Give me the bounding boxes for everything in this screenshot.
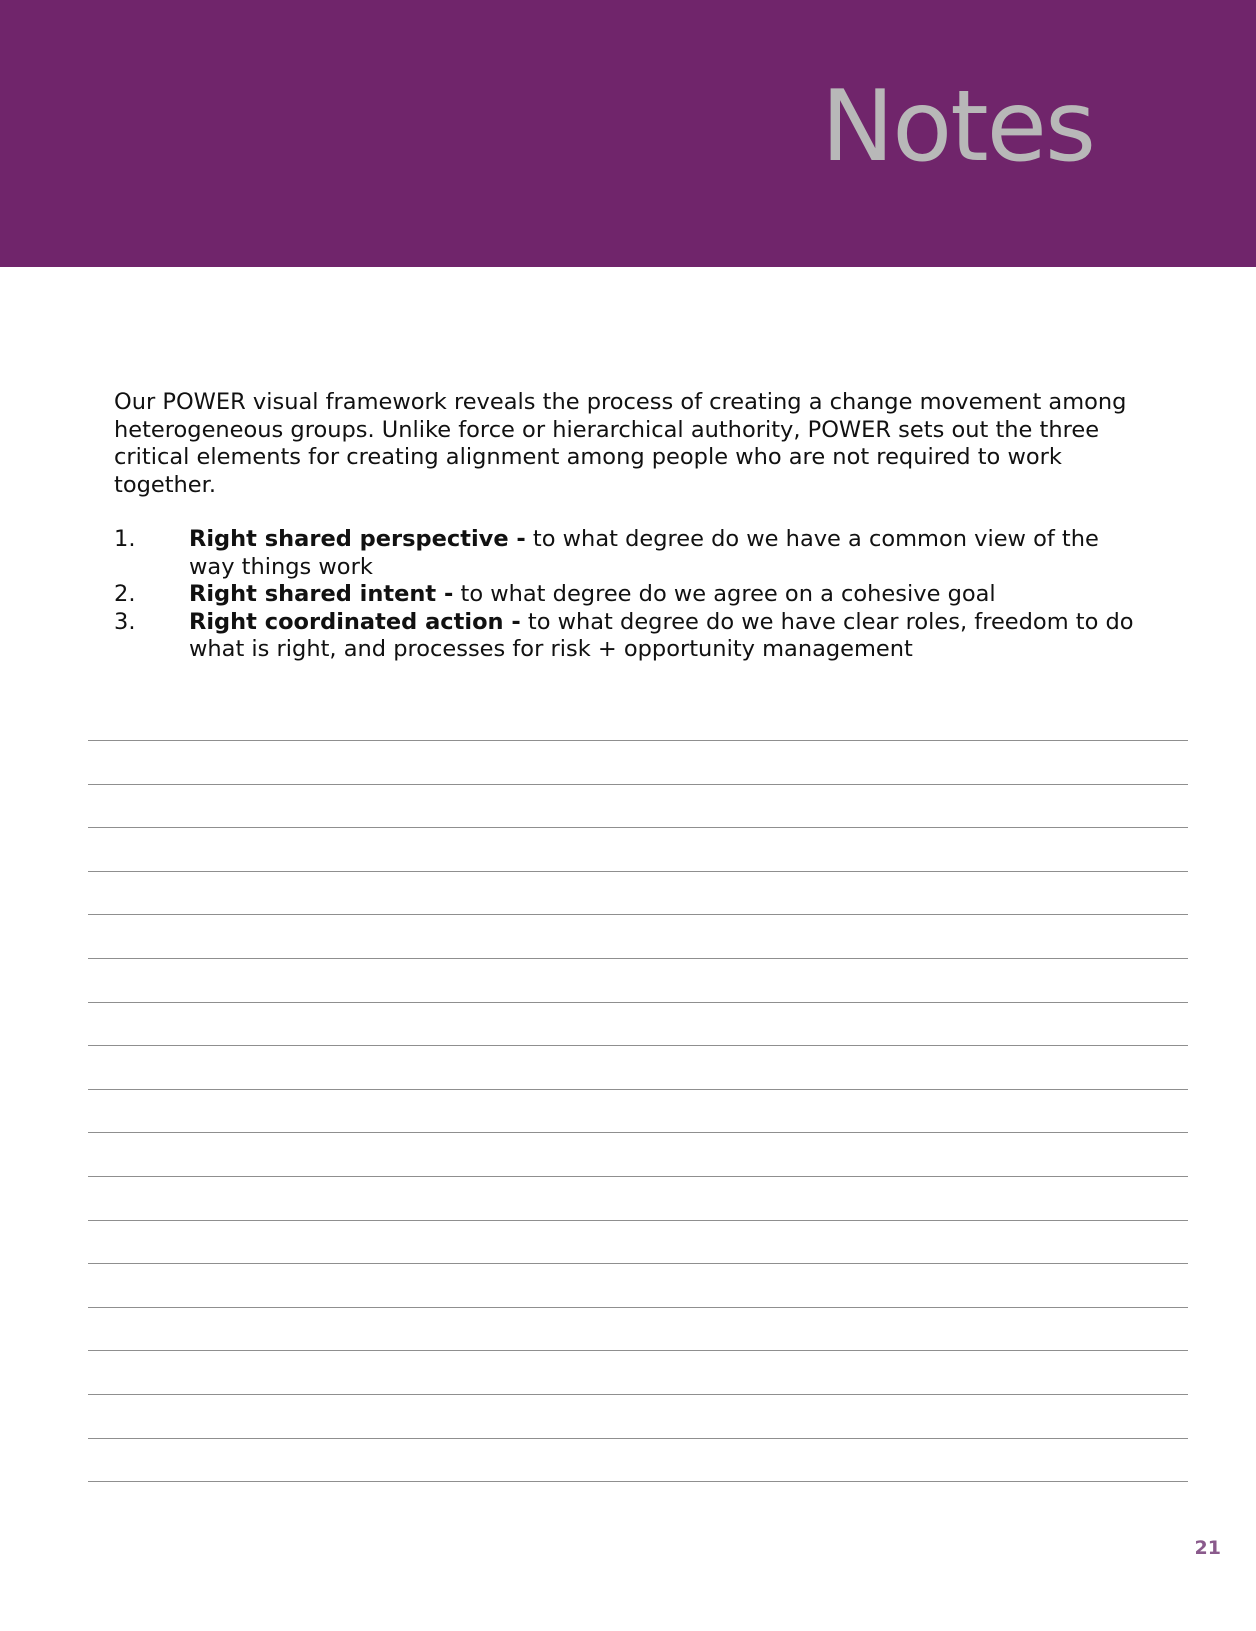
list-item-description: to what degree do we have clear roles, freedom to do what is right, and processes for risk + opportunity management — [189, 608, 1134, 662]
writing-line — [88, 1307, 1188, 1308]
writing-line — [88, 1132, 1188, 1133]
writing-line — [88, 1002, 1188, 1003]
writing-line — [88, 1220, 1188, 1221]
list-item — [114, 526, 1134, 581]
writing-line — [88, 1045, 1188, 1046]
list-item-text — [189, 581, 1134, 609]
list-item-description: to what degree do we agree on a cohesive goal — [453, 581, 996, 607]
list-item-description: to what degree do we have a common view of the way things work — [189, 526, 1099, 580]
page-number: 21 — [1194, 1537, 1221, 1559]
writing-line — [88, 1394, 1188, 1395]
writing-line — [88, 1481, 1188, 1482]
list-item-number: 2. — [114, 581, 136, 607]
writing-line — [88, 1263, 1188, 1264]
list-item-heading: Right coordinated action - — [189, 608, 521, 635]
list-item-number: 1. — [114, 526, 136, 552]
writing-line — [88, 914, 1188, 915]
writing-line — [88, 827, 1188, 828]
writing-line — [88, 1350, 1188, 1351]
writing-line — [88, 958, 1188, 959]
intro-paragraph: Our POWER visual framework reveals the process of creating a change movement among heterogeneous groups. Unlike force or hierarchical authority, POWER sets out the three critical elements for creating alignment among people who are not required to work together. — [114, 389, 1127, 498]
list-item — [114, 581, 1134, 609]
numbered-list — [114, 526, 1134, 664]
writing-line — [88, 784, 1188, 785]
list-item — [114, 609, 1134, 664]
writing-line — [88, 1089, 1188, 1090]
list-item-number: 3. — [114, 608, 136, 635]
list-item-heading: Right shared intent - — [189, 581, 454, 607]
notes-writing-area — [88, 740, 1188, 1525]
list-item-text — [189, 526, 1134, 581]
writing-line — [88, 1176, 1188, 1177]
list-item-text — [189, 609, 1134, 664]
writing-line — [88, 871, 1188, 872]
writing-line — [88, 740, 1188, 741]
list-item-heading: Right shared perspective - — [189, 526, 526, 552]
page-title: Notes — [820, 70, 1094, 184]
writing-line — [88, 1438, 1188, 1439]
header-band — [0, 0, 1256, 267]
content — [114, 389, 1134, 664]
